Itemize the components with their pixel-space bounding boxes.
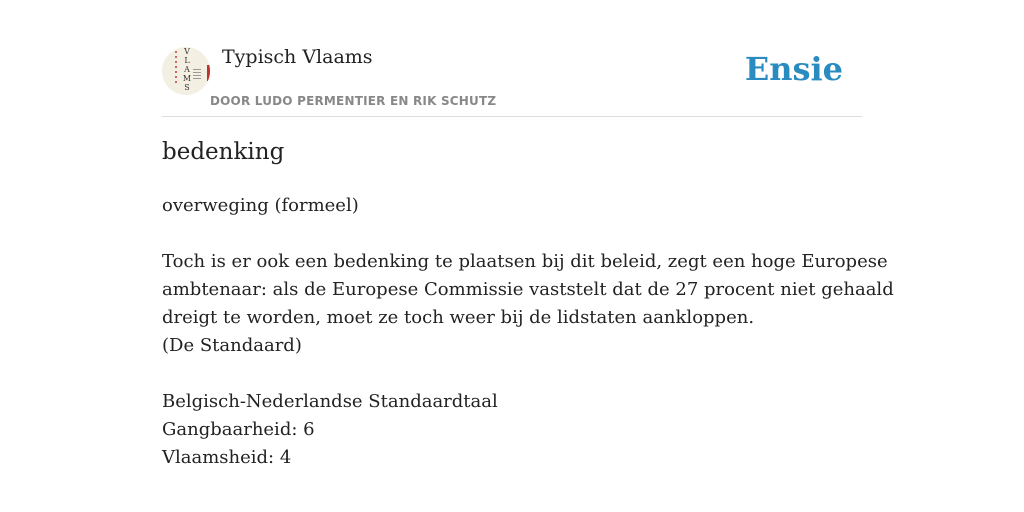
logo-red-ticks: [175, 51, 177, 85]
ensie-brand-logo[interactable]: Ensie: [744, 50, 843, 88]
spacer: [162, 360, 862, 388]
entry-word: bedenking: [162, 139, 285, 165]
definition-text: overweging (formeel): [162, 195, 359, 216]
logo-letters: V L A M S: [182, 47, 192, 92]
vlaamsheid-score: Vlaamsheid: 4: [162, 447, 292, 468]
language-variety: Belgisch-Nederlandse Standaardtaal: [162, 391, 498, 412]
example-source: (De Standaard): [162, 335, 302, 356]
header: [162, 0, 862, 117]
typisch-vlaams-logo[interactable]: [162, 47, 210, 95]
entry-card: [162, 0, 894, 512]
logo-red-bar: [207, 65, 210, 81]
example-line: ambtenaar: als de Europese Commissie vaststelt dat de 27 procent niet gehaald: [162, 279, 894, 300]
logo-small-text: [193, 69, 201, 79]
author-byline: DOOR LUDO PERMENTIER EN RIK SCHUTZ: [210, 94, 497, 108]
example-line: Toch is er ook een bedenking te plaatsen bij dit beleid, zegt een hoge Europese: [162, 251, 888, 272]
spacer: [162, 220, 862, 248]
site-title[interactable]: Typisch Vlaams: [222, 46, 373, 68]
entry-body: [162, 192, 894, 472]
gangbaarheid-score: Gangbaarheid: 6: [162, 419, 315, 440]
example-line: dreigt te worden, moet ze toch weer bij de lidstaten aankloppen.: [162, 307, 755, 328]
